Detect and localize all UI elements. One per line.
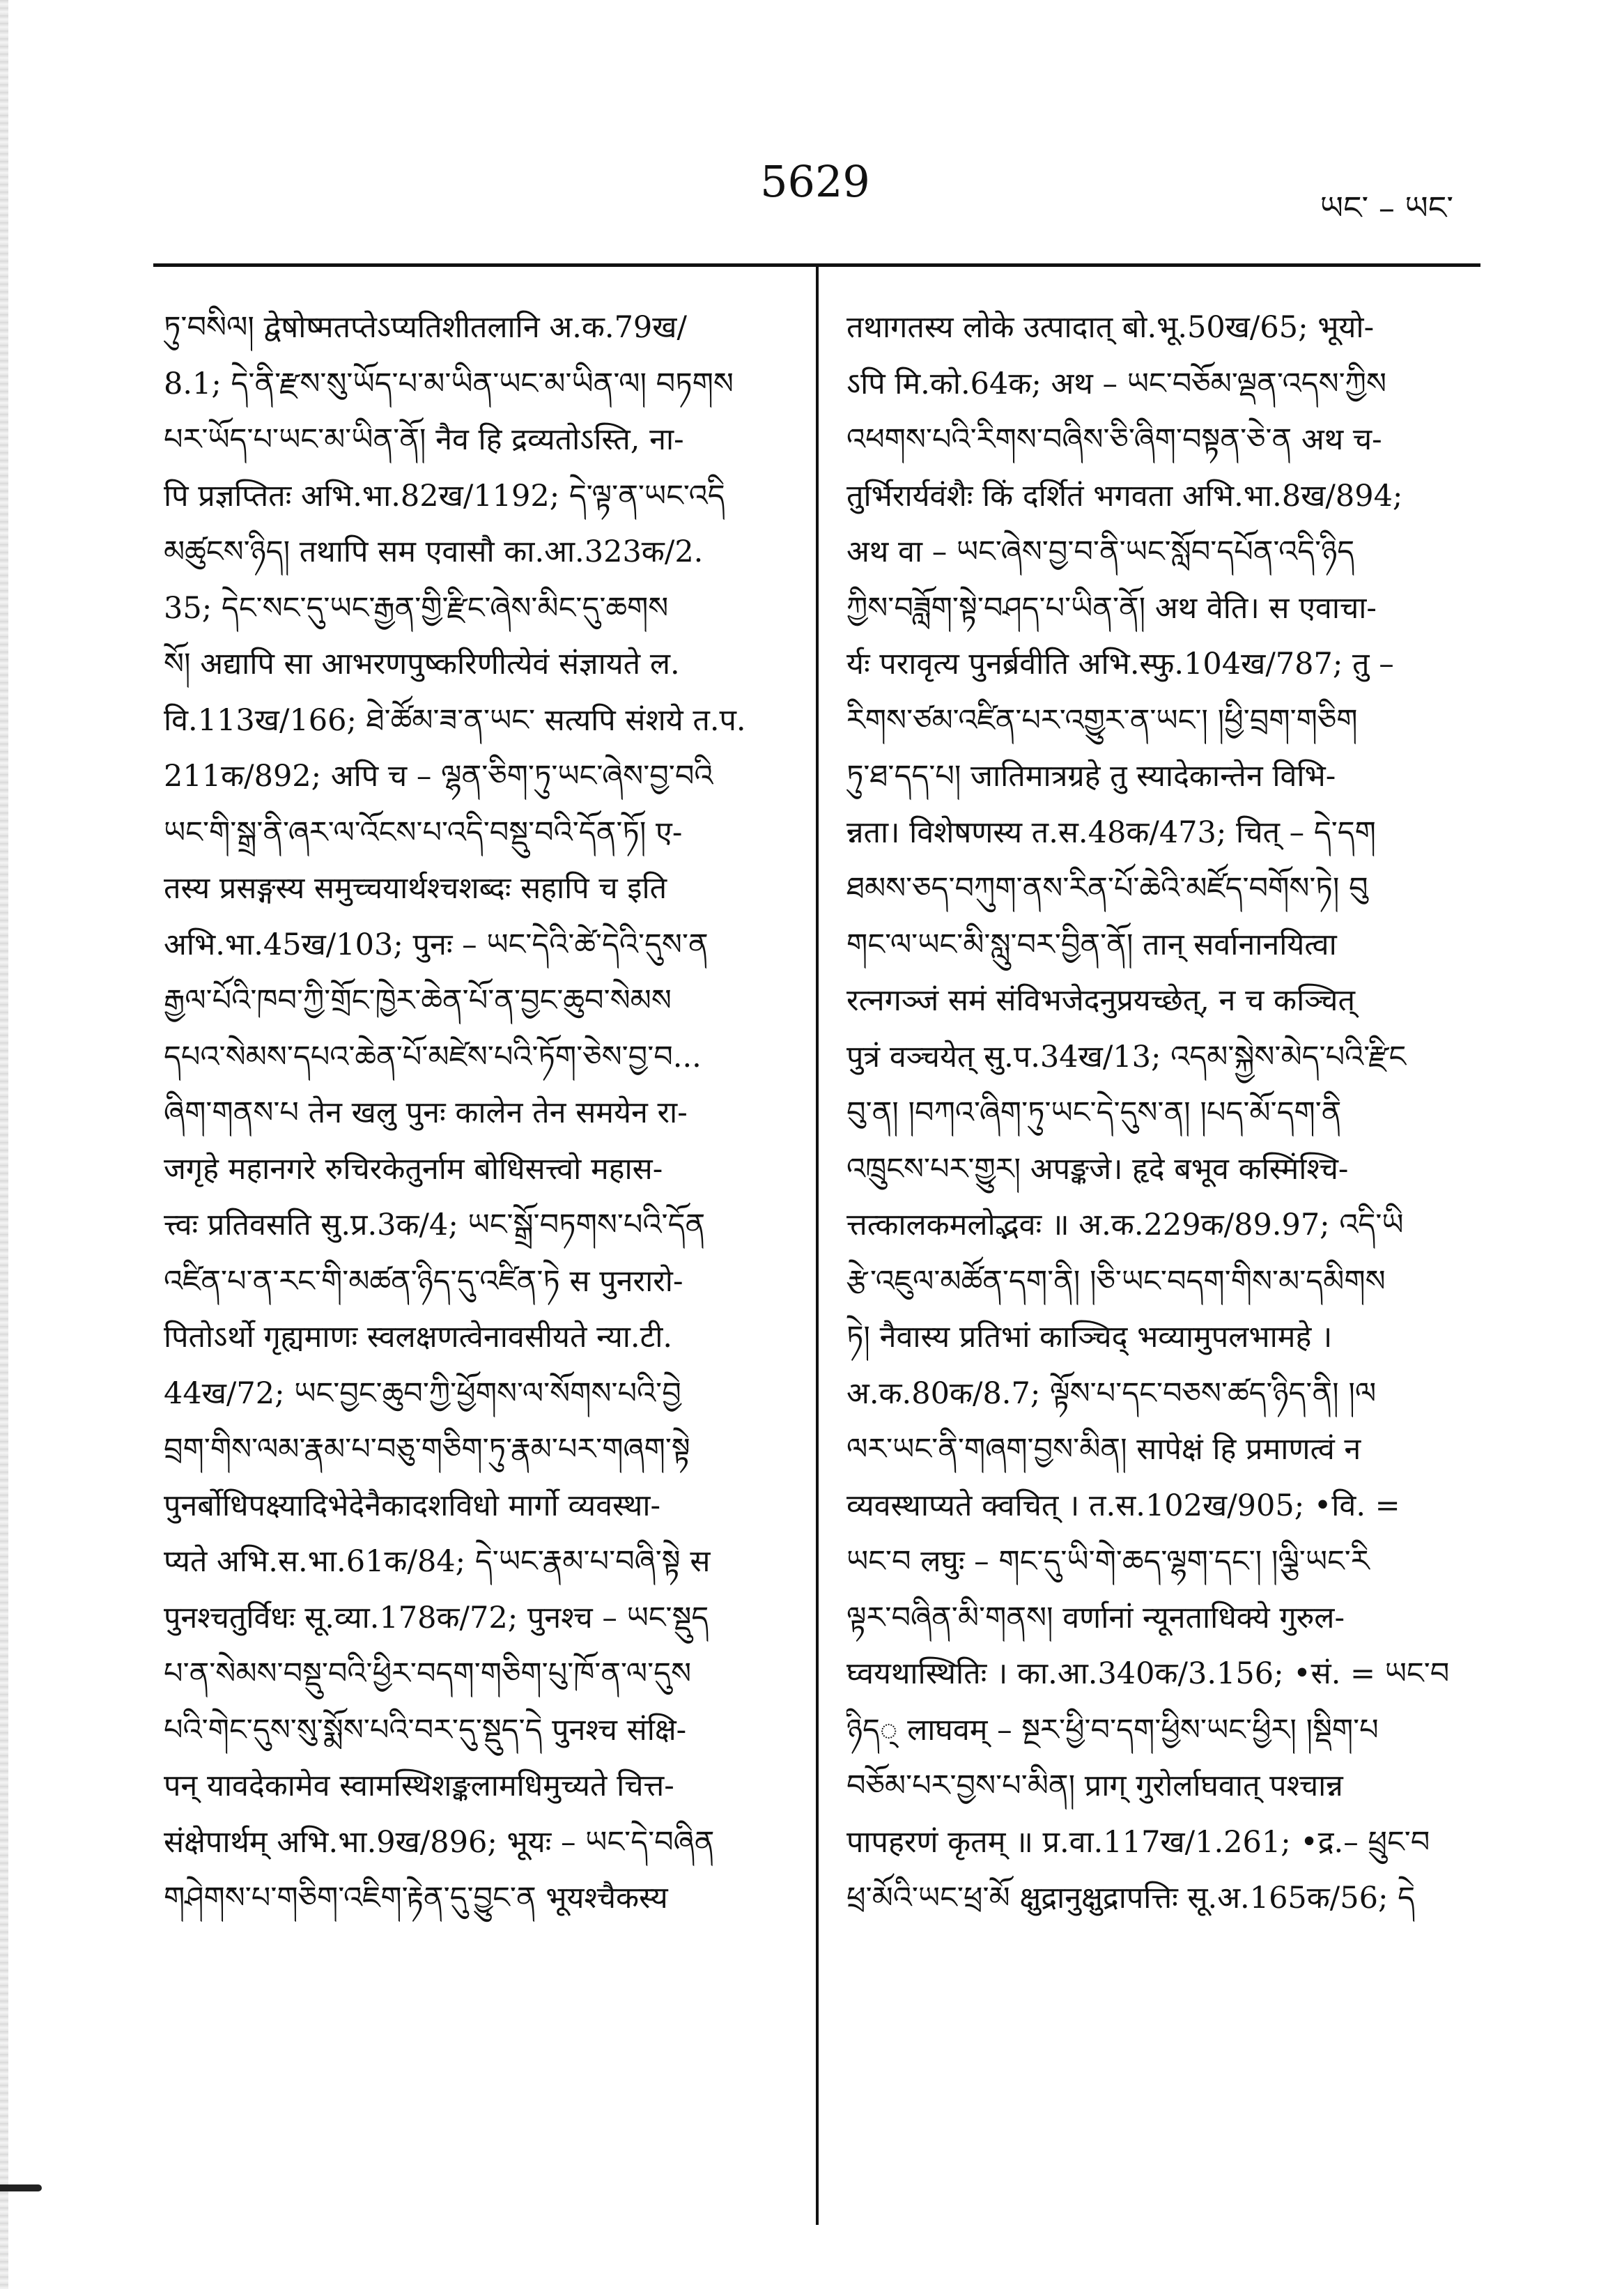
text-line: པའི་གེང་དུས་སུ་སྨོས་པའི་བར་དུ་སྡུད་དེ पुनश्च संक्षि- xyxy=(164,1712,687,1748)
text-line: पुनर्बोधिपक्ष्यादिभेदेनैकादशविधो मार्गो व्यवस्था- xyxy=(164,1488,661,1523)
text-line: अथ वा – ཡང་ཞེས་བྱ་བ་ནི་ཡང་སློབ་དཔོན་འདི་ཉིད xyxy=(846,534,1355,569)
scan-mark xyxy=(0,2184,42,2191)
text-line: पि प्रज्ञप्तितः अभि.भा.82ख/1192; དེ་ལྟ་ན་ཡང་འདི xyxy=(164,478,725,514)
text-line: བྲག་གིས་ལམ་རྣམ་པ་བཅུ་གཅིག་ཏུ་རྣམ་པར་གཞག་སྟེ xyxy=(164,1432,690,1467)
text-line: ཀྱིས་བཟློག་སྟེ་བཤད་པ་ཡིན་ནོ། अथ वेति। स एवाचा- xyxy=(846,590,1377,626)
text-line: སོ། अद्यापि सा आभरणपुष्करिणीत्येवं संज्ञायते ल. xyxy=(164,647,680,681)
text-line: ཡང་གི་སྒྲ་ནི་ཞར་ལ་འོངས་པ་འདི་བསྡུ་བའི་དོན་ཏོ། ए- xyxy=(164,815,683,850)
text-line: མཚུངས་ཉིད། तथापि सम एवासौ का.आ.323क/2. xyxy=(164,534,704,569)
text-line: तस्य प्रसङ्गस्य समुच्चयार्थश्चशब्दः सहापि च इति xyxy=(164,871,667,906)
text-line: पुनश्चतुर्विधः सू.व्या.178क/72; पुनश्च – ཡང་སྡུད xyxy=(164,1600,709,1635)
text-line: वि.113ख/166; ཐེ་ཚོམ་ཟ་ན་ཡང་ सत्यपि संशये त.प. xyxy=(164,702,746,738)
text-line: 8.1; དེ་ནི་རྫས་སུ་ཡོད་པ་མ་ཡིན་ཡང་མ་ཡིན་ལ། བཏགས xyxy=(164,366,734,401)
text-line: पितोऽर्थो गृह्यमाणः स्वलक्षणत्वेनावसीयते न्या.टी. xyxy=(164,1320,673,1355)
text-line: प्यते अभि.स.भा.61क/84; དེ་ཡང་རྣམ་པ་བཞི་སྟེ स xyxy=(164,1544,711,1579)
text-line: व्यवस्थाप्यते क्वचित् । त.स.102ख/905; •वि. = xyxy=(846,1488,1400,1523)
text-line: གང་ལ་ཡང་མི་སླུ་བར་བྱིན་ནོ། तान् सर्वानानयित्वा xyxy=(846,927,1337,962)
text-line: जगृहे महानगरे रुचिरकेतुर्नाम बोधिसत्त्वो महास- xyxy=(164,1151,663,1187)
left-column xyxy=(164,300,791,2230)
page-number: 5629 xyxy=(760,156,870,207)
text-line: पापहरणं कृतम् ॥ प्र.वा.117ख/1.261; •द्र.– ཕྲུང་བ xyxy=(846,1824,1430,1860)
text-line: རྒྱལ་པོའི་ཁབ་ཀྱི་གྲོང་ཁྱེར་ཆེན་པོ་ན་བྱང་ཆུབ་སེམས xyxy=(164,983,672,1018)
text-line: ཡང་བ लघुः – གང་དུ་ཡི་གེ་ཆད་ལྷག་དང་། །ལྕི་ཡང་རི xyxy=(846,1544,1370,1579)
text-line: ऽपि मि.को.64क; अथ – ཡང་བཅོམ་ལྡན་འདས་ཀྱིས xyxy=(846,366,1386,401)
scan-edge xyxy=(0,0,8,2289)
text-line: न्नता। विशेषणस्य त.स.48क/473; चित् – དེ་དག xyxy=(846,815,1376,850)
running-head: ཡང་ – ཡང་ xyxy=(1320,189,1453,226)
text-line: པར་ཡོད་པ་ཡང་མ་ཡིན་ནོ། नैव हि द्रव्यतोऽस्ति, ना- xyxy=(164,422,684,457)
text-line: 44ख/72; ཡང་བྱང་ཆུབ་ཀྱི་ཕྱོགས་ལ་སོགས་པའི་བྱེ xyxy=(164,1375,681,1411)
text-line: ཏུ་ཐ་དད་པ། जातिमात्रग्रहे तु स्यादेकान्तेन विभि- xyxy=(846,759,1336,794)
text-line: अभि.भा.45ख/103; पुनः – ཡང་དེའི་ཚེ་དེའི་དུས་ན xyxy=(164,927,709,962)
text-line: पुत्रं वञ्चयेत् सु.प.34ख/13; འདམ་སྐྱེས་མེད་པའི་རྫིང xyxy=(846,1039,1407,1074)
text-line: དཔའ་སེམས་དཔའ་ཆེན་པོ་མཛེས་པའི་ཏོག་ཅེས་བྱ་བ... xyxy=(164,1039,702,1074)
text-line: འཛིན་པ་ན་རང་གི་མཚན་ཉིད་དུ་འཛིན་ཏེ स पुनरारो- xyxy=(164,1263,683,1299)
text-line: संक्षेपार्थम् अभि.भा.9ख/896; भूयः – ཡང་དེ་བཞིན xyxy=(164,1824,715,1860)
text-line: घ्वयथास्थितिः । का.आ.340क/3.156; •सं. = ཡང་བ xyxy=(846,1656,1450,1691)
text-line: अ.क.80क/8.7; ལྟོས་པ་དང་བཅས་ཚད་ཉིད་ནི། །ལ xyxy=(846,1375,1377,1411)
text-line: རྩེ་འཇུལ་མཚོན་དག་ནི། །ཅི་ཡང་བདག་གིས་མ་དམིགས xyxy=(846,1263,1386,1299)
text-line: འཁྲུངས་པར་གྱུར། अपङ्कजे। हृदे बभूव कस्मिंश्चि- xyxy=(846,1151,1349,1187)
text-line: त्तत्कालकमलोद्भवः ॥ अ.क.229क/89.97; འདི་ཡི xyxy=(846,1208,1404,1242)
text-line: पन् यावदेकामेव स्वामस्थिशङ्कलामधिमुच्यते चित्त- xyxy=(164,1768,674,1803)
column-divider xyxy=(816,267,819,2225)
text-line: ལར་ཡང་ནི་གཞག་བྱས་མིན། सापेक्षं हि प्रमाणत्वं न xyxy=(846,1432,1361,1467)
text-line: तुर्भिरार्यवंशैः किं दर्शितं भगवता अभि.भा.8ख/894; xyxy=(846,478,1403,514)
text-line: གཤེགས་པ་གཅིག་འཇིག་རྟེན་དུ་བྱུང་ན भूयश्चैकस्य xyxy=(164,1881,668,1916)
text-line: བུ་ན། །བཀའ་ཞིག་ཏུ་ཡང་དེ་དུས་ན། །པད་མོ་དག་ནི xyxy=(846,1095,1342,1130)
text-line: र्यः परावृत्य पुनर्ब्रवीति अभि.स्फु.104ख/787; तु – xyxy=(846,647,1394,681)
text-line: ཏུ་བསིལ། द्वेषोष्मतप्तेऽप्यतिशीतलानि अ.क.79ख/ xyxy=(164,310,687,345)
text-line: तथागतस्य लोके उत्पादात् बो.भू.50ख/65; भूयो- xyxy=(846,310,1375,345)
right-column xyxy=(846,300,1474,2230)
text-line: ལྟར་བཞིན་མི་གནས། वर्णानां न्यूनताधिक्ये गुरुल- xyxy=(846,1600,1345,1635)
text-line: བཅོམ་པར་བྱས་པ་མིན། प्राग् गुरोर्लाघवात् पश्चान्न xyxy=(846,1768,1343,1803)
text-line: འཕགས་པའི་རིགས་བཞིས་ཅི་ཞིག་བསྟན་ཅེ་ན अथ च- xyxy=(846,422,1382,457)
text-line: རིགས་ཙམ་འཛིན་པར་འགྱུར་ན་ཡང་། །ཕྱི་བྲག་གཅིག xyxy=(846,702,1358,738)
text-line: ཕྲ་མོའི་ཡང་ཕྲ་མོ क्षुद्रानुक्षुद्रापत्तिः सू.अ.165क/56; དེ xyxy=(846,1881,1416,1916)
text-line: त्त्वः प्रतिवसति सु.प्र.3क/4; ཡང་སྒྲོ་བཏགས་པའི་དོན xyxy=(164,1208,706,1242)
text-line: 35; དེང་སང་དུ་ཡང་རྒྱན་གྱི་རྫིང་ཞེས་མིང་དུ་ཆགས xyxy=(164,590,669,626)
text-line: 211क/892; अपि च – ལྷན་ཅིག་ཏུ་ཡང་ཞེས་བྱ་བའི xyxy=(164,759,713,794)
text-line: रत्नगञ्जं समं संविभजेदनुप्रयच्छेत्, न च कञ्चित् xyxy=(846,983,1355,1018)
text-line: ཐམས་ཅད་བཀུག་ནས་རིན་པོ་ཆེའི་མཛོད་བགོས་ཏེ། བུ xyxy=(846,871,1368,906)
text-line: ཉིད् लाघवम् – སྔར་ཕྱི་བ་དག་ཕྱིས་ཡང་ཕྱིར། །སྡིག་པ xyxy=(846,1712,1379,1748)
text-line: ཞིག་གནས་པ तेन खलु पुनः कालेन तेन समयेन रा- xyxy=(164,1095,688,1130)
text-line: ཏེ། नैवास्य प्रतिभां काञ्चिद् भव्यामुपलभामहे । xyxy=(846,1320,1333,1355)
text-line: པ་ན་སེམས་བསྡུ་བའི་ཕྱིར་བདག་གཅིག་པུ་ཁོ་ན་ལ་དུས xyxy=(164,1656,692,1691)
